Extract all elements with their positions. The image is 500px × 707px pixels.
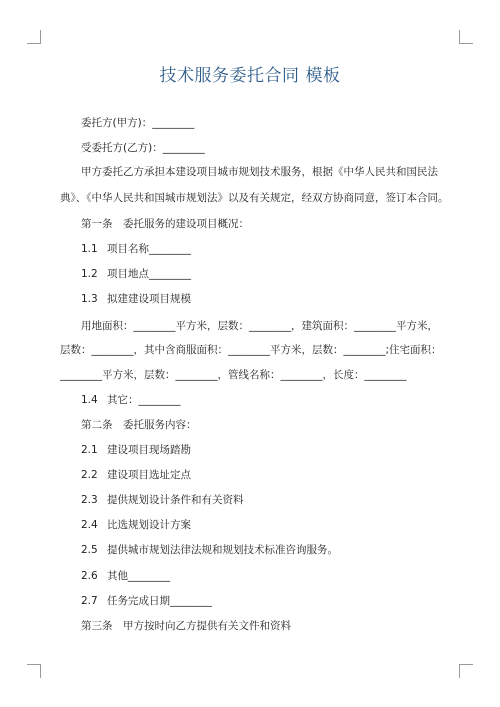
page-corner-mark <box>27 664 41 678</box>
page-corner-mark <box>459 30 473 44</box>
page-corner-mark <box>27 30 41 44</box>
document-title: 技术服务委托合同 模板 <box>159 66 341 86</box>
page-corner-mark <box>459 664 473 678</box>
